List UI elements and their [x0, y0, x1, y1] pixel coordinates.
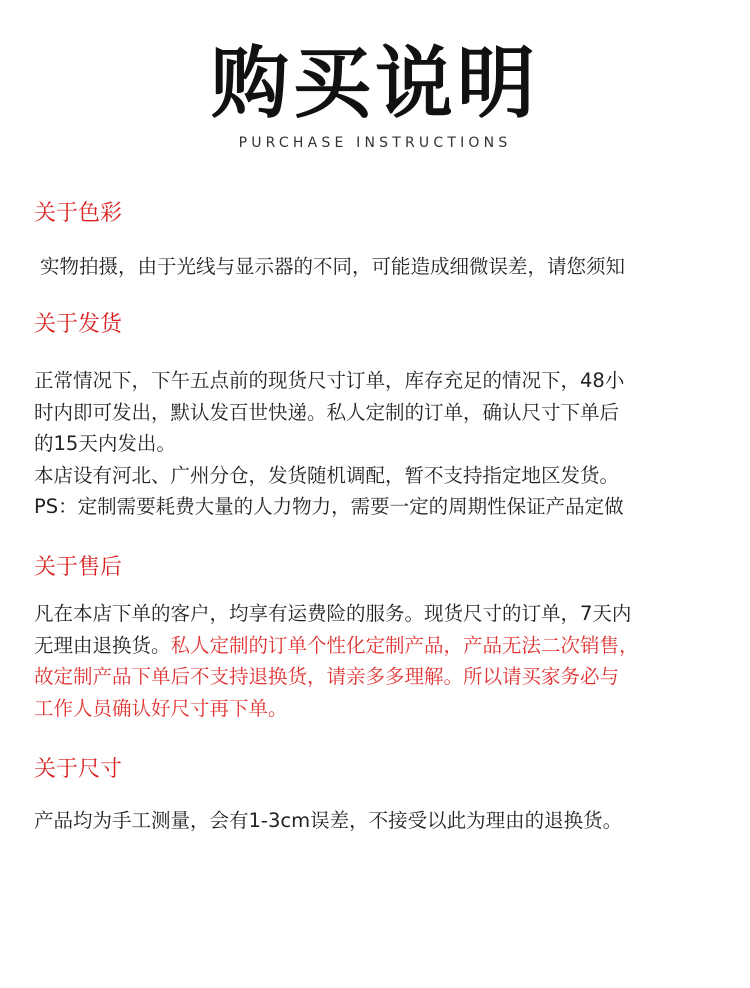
section-size [34, 755, 724, 832]
shipping-line: 时内即可发出，默认发百世快递。私人定制的订单，确认尺寸下单后 [34, 400, 620, 424]
section-title-aftersale: 关于售后 [34, 555, 123, 580]
page-title: 购买说明 [210, 39, 539, 129]
section-text-aftersale [34, 598, 724, 724]
shipping-line: 本店设有河北、广州分仓，发货随机调配，暂不支持指定地区发货。 [34, 463, 620, 487]
section-shipping [34, 310, 724, 518]
section-title-size: 关于尺寸 [34, 757, 123, 782]
aftersale-text-highlight: 私人定制的订单个性化定制产品，产品无法二次销售， [170, 633, 639, 657]
shipping-line: 正常情况下，下午五点前的现货尺寸订单，库存充足的情况下，48小 [34, 369, 625, 392]
shipping-line: PS：定制需要耗费大量的人力物力，需要一定的周期性保证产品定做 [34, 495, 624, 518]
section-text-shipping [34, 365, 724, 523]
aftersale-line [34, 630, 724, 662]
aftersale-line: 凡在本店下单的客户，均享有运费险的服务。现货尺寸的订单，7天内 [34, 602, 632, 625]
page-subtitle: PURCHASE INSTRUCTIONS [238, 135, 512, 151]
page-header [0, 38, 750, 152]
shipping-line: 的15天内发出。 [34, 432, 176, 455]
aftersale-text-normal: 无理由退换货。 [34, 633, 171, 657]
section-text-size: 产品均为手工测量，会有1-3cm误差，不接受以此为理由的退换货。 [34, 809, 623, 832]
aftersale-line-highlight: 工作人员确认好尺寸再下单。 [34, 696, 288, 720]
section-color [34, 199, 724, 278]
section-text-color: 实物拍摄，由于光线与显示器的不同，可能造成细微误差，请您须知 [40, 255, 626, 278]
aftersale-line-highlight: 故定制产品下单后不支持退换货，请亲多多理解。所以请买家务必与 [34, 665, 620, 688]
section-aftersale [34, 553, 724, 720]
section-title-shipping: 关于发货 [34, 312, 123, 337]
section-title-color: 关于色彩 [34, 201, 123, 226]
